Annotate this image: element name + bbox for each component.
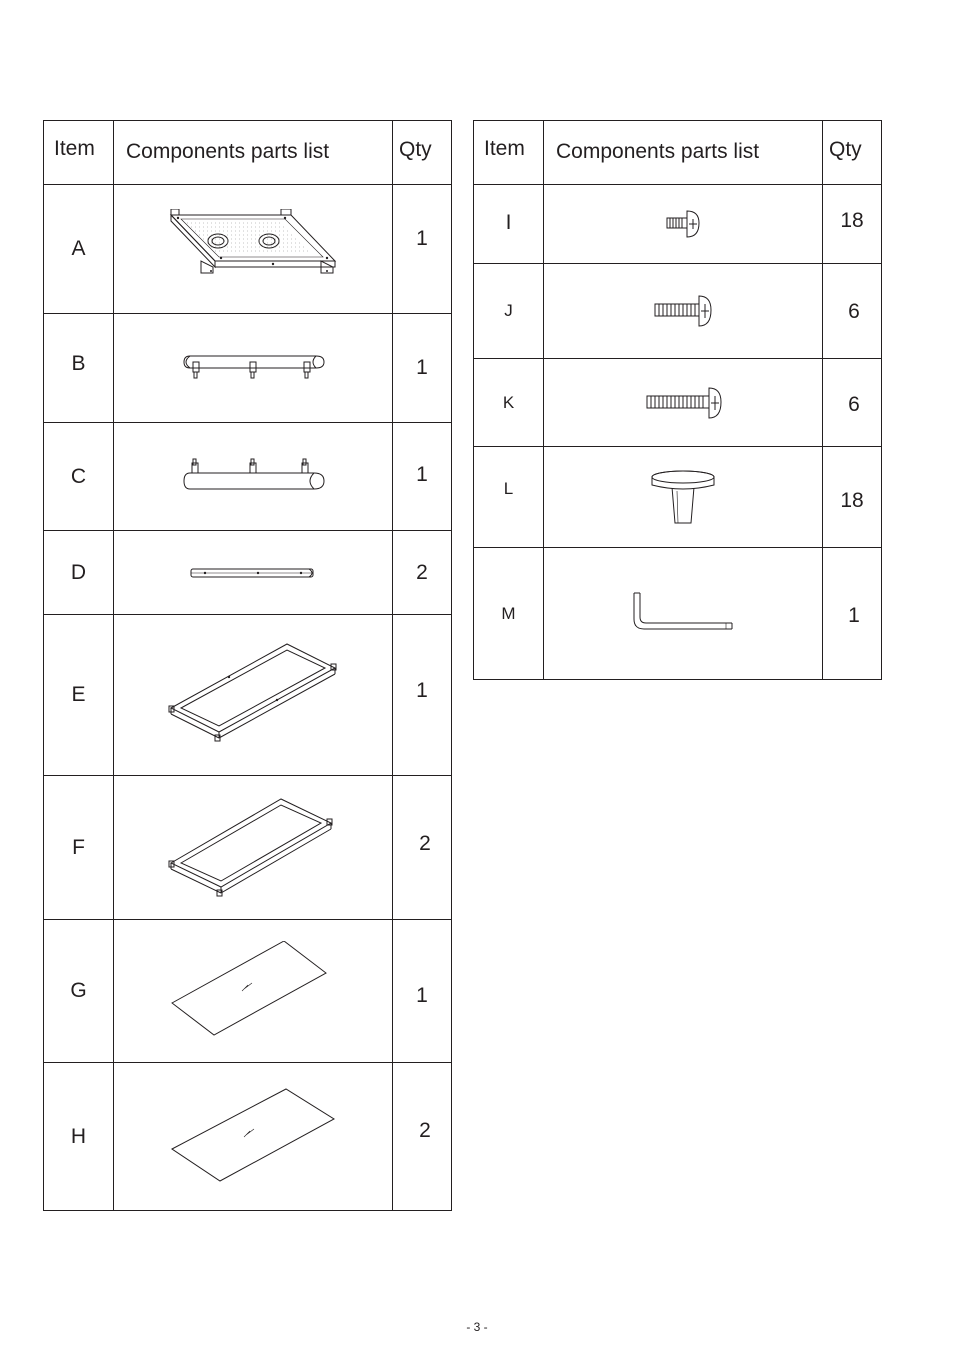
allen-key-icon bbox=[628, 589, 738, 639]
glass-panel-icon bbox=[168, 1087, 338, 1187]
item-letter: E bbox=[44, 615, 114, 776]
components-header: Components parts list bbox=[544, 121, 823, 185]
qty-value: 1 bbox=[823, 548, 882, 680]
item-letter: G bbox=[44, 920, 114, 1063]
qty-value: 1 bbox=[393, 185, 452, 314]
knob-icon bbox=[648, 467, 718, 527]
item-header: Item bbox=[474, 121, 544, 185]
item-letter: J bbox=[474, 264, 544, 359]
short-screw-icon bbox=[663, 207, 703, 241]
item-letter: M bbox=[474, 548, 544, 680]
left-parts-table bbox=[43, 120, 452, 1211]
item-letter: B bbox=[44, 314, 114, 423]
frame-icon bbox=[163, 640, 343, 750]
qty-value: 2 bbox=[393, 1063, 452, 1211]
page-number: - 3 - bbox=[466, 1320, 488, 1334]
glass-panel-icon bbox=[168, 941, 338, 1041]
table-row bbox=[44, 920, 452, 1063]
item-letter: I bbox=[474, 185, 544, 264]
item-letter: K bbox=[474, 359, 544, 447]
components-header: Components parts list bbox=[114, 121, 393, 185]
qty-value: 18 bbox=[823, 447, 882, 548]
table-header-row bbox=[44, 121, 452, 185]
table-row bbox=[44, 531, 452, 615]
item-letter: L bbox=[474, 447, 544, 548]
qty-value: 1 bbox=[393, 314, 452, 423]
qty-value: 6 bbox=[823, 264, 882, 359]
item-header: Item bbox=[44, 121, 114, 185]
qty-value: 2 bbox=[393, 776, 452, 920]
qty-header: Qty bbox=[393, 121, 452, 185]
table-row bbox=[474, 447, 882, 548]
curved-rail-c-icon bbox=[178, 457, 328, 497]
item-letter: C bbox=[44, 423, 114, 531]
table-row bbox=[44, 1063, 452, 1211]
qty-header: Qty bbox=[823, 121, 882, 185]
qty-value: 18 bbox=[823, 185, 882, 264]
table-row bbox=[44, 776, 452, 920]
item-letter: A bbox=[44, 185, 114, 314]
qty-value: 2 bbox=[393, 531, 452, 615]
long-screw-icon bbox=[643, 386, 723, 420]
right-parts-table bbox=[473, 120, 882, 680]
table-row bbox=[44, 423, 452, 531]
table-row bbox=[44, 615, 452, 776]
table-row bbox=[44, 185, 452, 314]
qty-value: 6 bbox=[823, 359, 882, 447]
base-panel-icon bbox=[163, 209, 343, 289]
table-row bbox=[44, 314, 452, 423]
table-header-row bbox=[474, 121, 882, 185]
medium-screw-icon bbox=[651, 294, 715, 328]
table-row bbox=[474, 185, 882, 264]
qty-value: 1 bbox=[393, 615, 452, 776]
frame-icon bbox=[163, 793, 343, 903]
item-letter: D bbox=[44, 531, 114, 615]
item-letter: F bbox=[44, 776, 114, 920]
straight-bar-icon bbox=[183, 563, 323, 583]
table-row bbox=[474, 359, 882, 447]
curved-rail-b-icon bbox=[178, 348, 328, 388]
item-letter: H bbox=[44, 1063, 114, 1211]
table-row bbox=[474, 548, 882, 680]
qty-value: 1 bbox=[393, 423, 452, 531]
table-row bbox=[474, 264, 882, 359]
qty-value: 1 bbox=[393, 920, 452, 1063]
